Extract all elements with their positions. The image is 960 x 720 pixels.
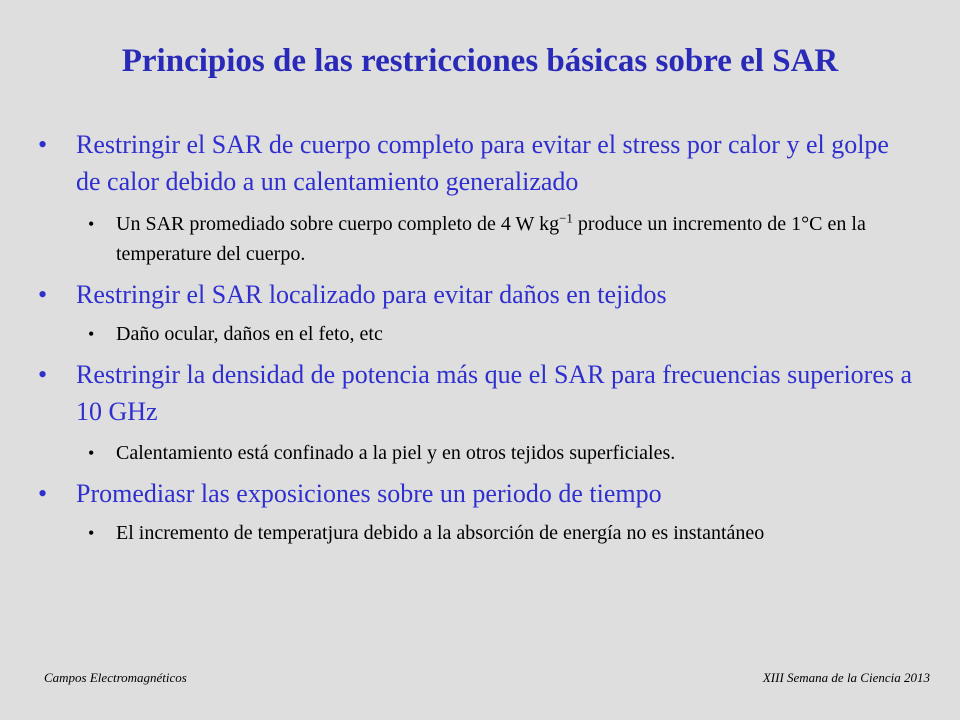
bullet-item: [38, 475, 918, 512]
bullet-dot: •: [38, 280, 48, 309]
bullet-text: Restringir el SAR de cuerpo completo para evitar el stress por calor y el golpe de calor debido a un calentamiento generalizado: [76, 130, 889, 196]
bullet-item: [38, 356, 918, 430]
footer-course: Campos Electromagnéticos: [44, 670, 187, 685]
sub-bullet-text: Calentamiento está confinado a la piel y en otros tejidos superficiales.: [116, 442, 676, 464]
bullet-dot: •: [38, 479, 48, 508]
sub-bullet-text: Un SAR promediado sobre cuerpo completo de 4 W kg: [116, 213, 560, 235]
sub-bullet-dot: •: [88, 214, 95, 234]
sub-bullet-dot: •: [88, 324, 95, 344]
footer-event: XIII Semana de la Ciencia 2013: [762, 670, 930, 685]
sub-bullet-text-cont: produce un incremento de 1°C en la temperature del cuerpo.: [116, 213, 866, 265]
superscript: −1: [559, 210, 573, 226]
sub-bullet-text: El incremento de temperatjura debido a la absorción de energía no es instantáneo: [116, 522, 765, 544]
sub-bullet-text: Daño ocular, daños en el feto, etc: [116, 323, 383, 345]
bullet-dot: •: [38, 360, 48, 389]
sub-bullet-item: [38, 209, 918, 269]
sub-bullet-dot: •: [88, 443, 95, 463]
bullet-text: Restringir el SAR localizado para evitar daños en tejidos: [76, 280, 667, 309]
bullet-item: [38, 126, 918, 200]
sub-bullet-item: [38, 438, 918, 468]
sub-bullet-dot: •: [88, 523, 95, 543]
sub-bullet-item: [38, 319, 918, 349]
bullet-dot: •: [38, 130, 48, 159]
sub-bullet-item: [38, 518, 918, 548]
bullet-text: Restringir la densidad de potencia más que el SAR para frecuencias superiores a 10 GHz: [76, 360, 913, 426]
bullet-item: [38, 276, 918, 313]
bullet-list: [38, 126, 918, 548]
bullet-text: Promediasr las exposiciones sobre un periodo de tiempo: [76, 479, 662, 508]
slide-title: Principios de las restricciones básicas sobre el SAR: [121, 43, 839, 79]
